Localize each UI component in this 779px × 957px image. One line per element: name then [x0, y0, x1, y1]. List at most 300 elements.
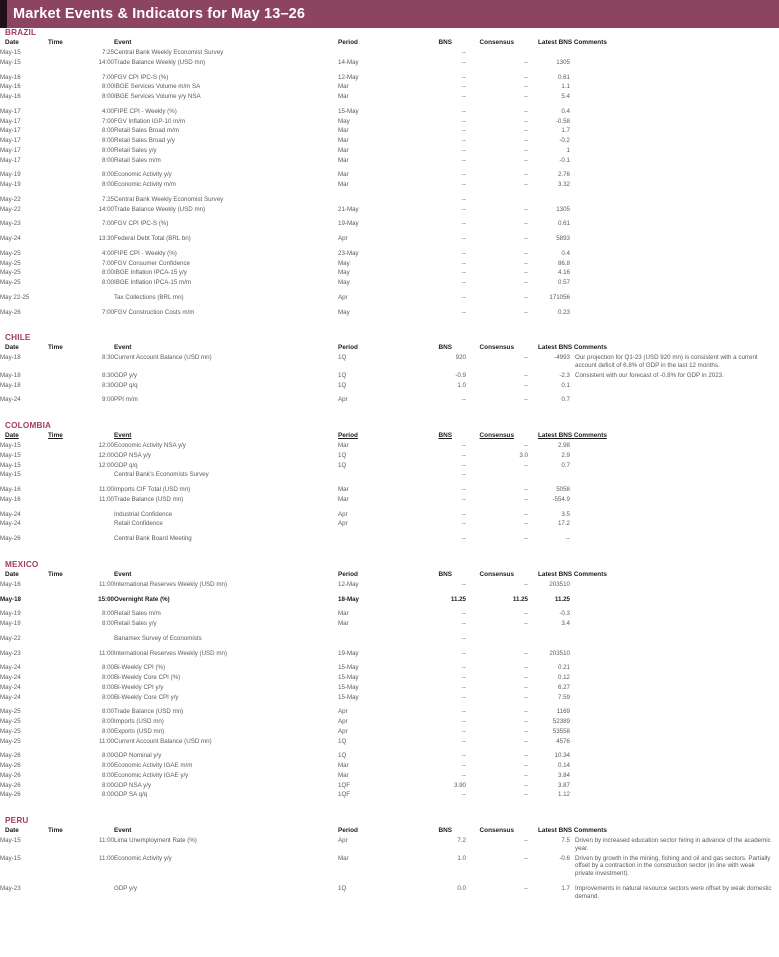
cell-date: May-22 — [0, 634, 21, 642]
latest-comment-wrap — [528, 260, 779, 268]
cell-latest-comment — [528, 146, 779, 156]
cell-latest-comment — [528, 751, 779, 761]
cell-date: May-17 — [0, 127, 21, 135]
cell-latest-comment — [528, 234, 779, 244]
cell-date: May-23 — [0, 220, 21, 228]
latest-value: 0.12 — [557, 674, 570, 681]
cell-bns: -- — [461, 495, 466, 503]
latest-comment-wrap — [528, 181, 779, 189]
cell-date: May-17 — [0, 156, 21, 164]
table-row[interactable] — [0, 534, 779, 544]
cell-latest-comment — [528, 381, 779, 391]
table-row[interactable] — [0, 634, 779, 644]
latest-comment-wrap — [528, 309, 779, 317]
cell-consensus: -- — [523, 486, 528, 493]
table-row[interactable] — [0, 146, 779, 156]
cell-time: 8:00 — [101, 693, 114, 701]
cell-period: 1Q — [338, 737, 347, 745]
cell-event: IBGE Services Volume m/m SA — [114, 83, 201, 91]
cell-period: May — [338, 269, 350, 277]
column-header-bns: BNS — [438, 570, 452, 578]
table-row[interactable] — [0, 353, 779, 371]
cell-consensus: -- — [523, 649, 528, 657]
table-row[interactable] — [0, 836, 779, 854]
latest-value: -- — [565, 535, 570, 542]
cell-period: 1QF — [338, 781, 351, 789]
table-row[interactable] — [0, 693, 779, 703]
table-row[interactable] — [0, 673, 779, 683]
column-header-time: Time — [48, 570, 63, 578]
cell-date: May-22 — [0, 195, 21, 203]
table-row[interactable] — [0, 727, 779, 737]
latest-value: 17.2 — [557, 520, 570, 528]
latest-value: 5.4 — [561, 93, 570, 100]
cell-date: May-24 — [0, 664, 21, 672]
latest-comment-wrap — [528, 294, 779, 302]
cell-date: May-25 — [0, 737, 21, 745]
cell-time: 12:00 — [98, 442, 114, 449]
latest-value: 0.61 — [557, 220, 570, 228]
latest-comment-wrap — [528, 694, 779, 702]
cell-event: Tax Collections (BRL mn) — [114, 293, 184, 301]
cell-event: Trade Balance Weekly (USD mn) — [114, 205, 206, 213]
table-row[interactable] — [0, 790, 779, 800]
table-row[interactable] — [0, 234, 779, 244]
cell-event: Bi-Weekly Core CPI (%) — [114, 674, 181, 681]
cell-latest-comment — [528, 781, 779, 791]
cell-date: May-22 — [0, 205, 21, 213]
cell-latest-comment — [528, 259, 779, 269]
cell-date: May-26 — [0, 791, 21, 799]
cell-bns: 0.0 — [457, 884, 466, 892]
table-row[interactable] — [0, 649, 779, 659]
table-row[interactable] — [0, 519, 779, 529]
cell-consensus: -- — [523, 371, 528, 379]
cell-bns: -- — [461, 156, 466, 164]
latest-value: 7.59 — [557, 693, 570, 701]
cell-consensus: -- — [523, 752, 528, 760]
cell-event: FIPE CPI - Weekly (%) — [114, 107, 177, 115]
cell-time: 8:00 — [101, 279, 114, 286]
table-row[interactable] — [0, 259, 779, 269]
cell-latest-comment — [528, 441, 779, 451]
cell-time: 8:00 — [101, 791, 114, 799]
cell-date: May-25 — [0, 727, 21, 735]
cell-consensus: -- — [523, 205, 528, 213]
cell-time — [48, 634, 114, 644]
cell-bns: -- — [461, 674, 466, 681]
latest-value: -0.6 — [559, 854, 570, 862]
cell-latest-comment — [528, 619, 779, 629]
table-row[interactable] — [0, 395, 779, 405]
cell-period: Mar — [338, 620, 349, 627]
country-section — [0, 333, 779, 421]
cell-consensus: -- — [523, 495, 528, 503]
cell-bns: 920 — [455, 354, 466, 362]
cell-period: Mar — [338, 610, 349, 618]
latest-value: 1305 — [556, 58, 570, 66]
table-row[interactable] — [0, 180, 779, 190]
cell-date: May 22-25 — [0, 293, 30, 301]
cell-latest-comment — [528, 534, 779, 544]
cell-period: 1Q — [338, 752, 347, 760]
cell-consensus: -- — [523, 718, 528, 725]
cell-consensus: -- — [523, 674, 528, 681]
latest-comment-wrap — [528, 147, 779, 155]
latest-value: 3.32 — [557, 181, 570, 188]
cell-time: 8:00 — [101, 83, 114, 91]
cell-latest-comment — [528, 790, 779, 800]
column-header-bns: BNS — [438, 39, 452, 46]
column-header-time: Time — [48, 827, 63, 834]
cell-period: 15-May — [338, 693, 359, 701]
cell-consensus: -- — [523, 610, 528, 618]
cell-date: May-25 — [0, 269, 21, 277]
cell-date: May-23 — [0, 884, 21, 892]
table-row[interactable] — [0, 381, 779, 391]
cell-date: May-18 — [0, 595, 21, 603]
cell-date: May-24 — [0, 510, 21, 518]
cell-period: Mar — [338, 93, 349, 100]
cell-bns: -- — [461, 634, 466, 642]
latest-comment-wrap — [528, 452, 779, 460]
table-row[interactable] — [0, 308, 779, 318]
cell-consensus: -- — [523, 535, 528, 542]
cell-date: May-17 — [0, 107, 21, 115]
latest-comment-wrap — [528, 496, 779, 504]
cell-period: Mar — [338, 854, 349, 862]
cell-consensus: -- — [523, 181, 528, 188]
cell-consensus: -- — [523, 220, 528, 228]
latest-value: 1.7 — [561, 127, 570, 135]
table-row[interactable] — [0, 470, 779, 480]
latest-comment-wrap — [528, 93, 779, 101]
latest-value: 7.5 — [561, 837, 570, 844]
table-row[interactable] — [0, 117, 779, 127]
table-row[interactable] — [0, 485, 779, 495]
latest-comment-wrap — [528, 372, 779, 380]
cell-event: Banamex Survey of Economists — [114, 634, 202, 642]
cell-latest-comment — [528, 771, 779, 781]
cell-date: May-18 — [0, 354, 21, 362]
table-row[interactable] — [0, 751, 779, 761]
cell-consensus — [466, 634, 528, 644]
latest-value: 11.25 — [554, 595, 570, 603]
cell-latest-comment — [528, 58, 779, 68]
cell-event: Economic Activity IGAE y/y — [114, 771, 189, 779]
section-gap — [0, 317, 779, 333]
cell-time: 14:00 — [98, 58, 114, 66]
table-row[interactable] — [0, 293, 779, 303]
cell-bns: -- — [461, 520, 466, 528]
table-row[interactable] — [0, 278, 779, 288]
cell-period: 14-May — [338, 58, 359, 66]
cell-event: Economic Activity m/m — [114, 181, 176, 188]
latest-comment-wrap — [528, 782, 779, 790]
latest-comment-wrap — [528, 220, 779, 228]
table-row[interactable] — [0, 884, 779, 902]
cell-consensus: -- — [523, 269, 528, 277]
cell-bns: -- — [461, 580, 466, 588]
table-row[interactable] — [0, 771, 779, 781]
table-row[interactable] — [0, 761, 779, 771]
cell-latest-comment — [528, 73, 779, 83]
table-row[interactable] — [0, 170, 779, 180]
cell-bns: 1.0 — [457, 381, 466, 389]
cell-consensus: -- — [523, 737, 528, 745]
section-gap — [0, 405, 779, 421]
cell-latest-comment — [528, 126, 779, 136]
table-row[interactable] — [0, 663, 779, 673]
latest-comment-wrap — [528, 108, 779, 116]
cell-latest-comment — [528, 293, 779, 303]
column-header-date: Date — [5, 570, 19, 578]
table-row[interactable] — [0, 781, 779, 791]
latest-value: 203510 — [549, 649, 570, 657]
cell-bns: -- — [461, 93, 466, 100]
cell-bns: 11.25 — [450, 595, 466, 603]
cell-consensus: -- — [523, 396, 528, 404]
latest-value: -554.9 — [552, 495, 570, 503]
cell-time: 7:00 — [101, 308, 114, 316]
cell-event: IBGE Inflation IPCA-15 y/y — [114, 269, 187, 277]
table-row[interactable] — [0, 205, 779, 215]
cell-period: Mar — [338, 83, 349, 91]
cell-consensus: -- — [523, 791, 528, 799]
table-row[interactable] — [0, 136, 779, 146]
table-row[interactable] — [0, 73, 779, 83]
bns-comment-text: Driven by growth in the mining, fishing and oil and gas sectors. Partially offset by a contraction in the construction sector (in line with weak private investment). — [575, 854, 771, 877]
table-row[interactable] — [0, 451, 779, 461]
cell-consensus: -- — [523, 171, 528, 179]
latest-value: 4576 — [556, 737, 570, 745]
cell-bns: -- — [461, 664, 466, 672]
cell-event: GDP q/q — [114, 381, 138, 389]
cell-consensus: -- — [523, 381, 528, 389]
cell-time: 8:00 — [101, 171, 114, 179]
table-row[interactable] — [0, 48, 779, 58]
cell-bns: 7.2 — [457, 837, 466, 844]
cell-bns: -- — [461, 259, 466, 267]
cell-date: May-25 — [0, 708, 21, 716]
cell-bns: -- — [461, 752, 466, 760]
column-header-consensus: Consensus — [479, 570, 514, 578]
latest-value: 2.98 — [557, 442, 570, 449]
column-header-consensus: Consensus — [479, 432, 514, 439]
cell-period: Apr — [338, 293, 348, 301]
table-header-row — [0, 343, 779, 353]
latest-comment-wrap — [528, 250, 779, 258]
cell-date: May-23 — [0, 649, 21, 657]
cell-time: 11:00 — [98, 649, 114, 657]
country-section — [0, 421, 779, 560]
cell-date: May-15 — [0, 49, 21, 56]
cell-consensus: -- — [523, 308, 528, 316]
table-row[interactable] — [0, 58, 779, 68]
table-row[interactable] — [0, 609, 779, 619]
latest-comment-wrap — [528, 354, 779, 370]
cell-period — [338, 195, 408, 205]
latest-comment-wrap — [528, 664, 779, 672]
page-title: Market Events & Indicators for May 13–26 — [13, 6, 306, 22]
table-row[interactable] — [0, 82, 779, 92]
column-header-consensus: Consensus — [479, 39, 514, 46]
cell-time — [48, 884, 114, 902]
cell-period: Mar — [338, 762, 349, 769]
cell-latest-comment — [528, 180, 779, 190]
cell-bns: -- — [461, 49, 466, 56]
table-row[interactable] — [0, 461, 779, 471]
cell-event: Exports (USD mn) — [114, 727, 165, 735]
cell-date: May-24 — [0, 683, 21, 691]
cell-time — [48, 470, 114, 480]
table-row[interactable] — [0, 619, 779, 629]
column-header-consensus: Consensus — [479, 344, 514, 352]
table-row[interactable] — [0, 580, 779, 590]
events-table — [0, 38, 779, 317]
cell-period: 1Q — [338, 461, 347, 469]
latest-comment-wrap — [528, 206, 779, 214]
cell-period — [338, 470, 408, 480]
cell-time: 12:00 — [98, 451, 114, 459]
cell-time: 8:00 — [101, 708, 114, 716]
cell-latest-comment — [528, 663, 779, 673]
section-title-brazil: BRAZIL — [5, 28, 37, 37]
table-row[interactable] — [0, 92, 779, 102]
column-header-period: Period — [338, 344, 358, 352]
table-row[interactable] — [0, 510, 779, 520]
section-title-mexico: MEXICO — [5, 559, 39, 569]
latest-comment-wrap — [528, 650, 779, 658]
cell-period: 19-May — [338, 220, 359, 228]
table-row[interactable] — [0, 854, 779, 879]
cell-bns: -- — [461, 269, 466, 277]
cell-latest-comment — [528, 884, 779, 902]
cell-consensus: -- — [523, 442, 528, 449]
table-header-row — [0, 570, 779, 580]
cell-period: 1Q — [338, 381, 347, 389]
latest-value: 0.1 — [561, 381, 570, 389]
cell-bns: -- — [461, 181, 466, 188]
cell-time: 8:00 — [101, 146, 114, 154]
cell-time: 7:00 — [101, 117, 114, 125]
cell-latest-comment — [528, 107, 779, 117]
cell-event: Bi-Weekly CPI (%) — [114, 664, 166, 672]
latest-comment-wrap — [528, 718, 779, 726]
latest-value: 1.12 — [557, 791, 570, 799]
cell-bns: -- — [461, 117, 466, 125]
cell-latest-comment — [528, 268, 779, 278]
latest-comment-wrap — [528, 118, 779, 126]
cell-latest-comment — [528, 634, 779, 644]
cell-time — [48, 534, 114, 544]
cell-bns: -- — [461, 195, 466, 203]
latest-comment-wrap — [528, 382, 779, 390]
latest-value: 2.9 — [561, 451, 570, 459]
column-header-consensus: Consensus — [479, 827, 514, 834]
cell-date: May-18 — [0, 381, 21, 389]
column-header-bns: BNS — [438, 827, 452, 834]
latest-comment-wrap — [528, 772, 779, 780]
cell-period: Mar — [338, 486, 349, 493]
cell-event: Bi-Weekly Core CPI y/y — [114, 693, 179, 701]
cell-consensus: -- — [523, 884, 528, 892]
table-header-row — [0, 38, 779, 48]
table-row[interactable] — [0, 268, 779, 278]
cell-period: Apr — [338, 708, 348, 716]
cell-time: 8:00 — [101, 664, 114, 672]
cell-date: May-26 — [0, 771, 21, 779]
latest-value: 3.4 — [561, 620, 570, 627]
table-row[interactable] — [0, 195, 779, 205]
latest-comment-wrap — [528, 728, 779, 736]
table-row[interactable] — [0, 683, 779, 693]
table-row[interactable] — [0, 126, 779, 136]
latest-comment-wrap — [528, 74, 779, 82]
cell-period: Mar — [338, 127, 349, 135]
cell-event: Industrial Confidence — [114, 510, 173, 518]
table-row[interactable] — [0, 371, 779, 381]
table-row[interactable] — [0, 219, 779, 229]
latest-value: 53558 — [552, 727, 570, 735]
cell-consensus: -- — [523, 259, 528, 267]
cell-date: May-26 — [0, 781, 21, 789]
cell-period: May — [338, 308, 350, 316]
cell-date: May-16 — [0, 73, 21, 81]
latest-value: 1 — [566, 146, 570, 154]
cell-event: Retail Sales y/y — [114, 620, 157, 627]
table-row[interactable] — [0, 717, 779, 727]
latest-value: 0.7 — [561, 396, 570, 404]
table-row[interactable] — [0, 249, 779, 259]
cell-consensus: -- — [523, 727, 528, 735]
section-gap — [0, 901, 779, 917]
table-row[interactable] — [0, 156, 779, 166]
cell-time: 13:30 — [98, 235, 114, 242]
cell-latest-comment — [528, 395, 779, 405]
cell-consensus: -- — [523, 837, 528, 844]
table-row[interactable] — [0, 595, 779, 605]
cell-time — [48, 293, 114, 303]
table-row[interactable] — [0, 707, 779, 717]
latest-value: 0.4 — [561, 107, 570, 115]
cell-event: Central Bank's Economists Survey — [114, 471, 209, 479]
table-row[interactable] — [0, 737, 779, 747]
cell-consensus: -- — [523, 510, 528, 518]
cell-bns: -- — [461, 308, 466, 316]
cell-time: 8:00 — [101, 762, 114, 769]
cell-bns: -- — [461, 708, 466, 716]
cell-consensus: -- — [523, 854, 528, 862]
table-row[interactable] — [0, 441, 779, 451]
cell-event: GDP q/q — [114, 461, 138, 469]
cell-bns: -- — [461, 510, 466, 518]
section-title-chile: CHILE — [5, 333, 31, 343]
cell-date: May-17 — [0, 146, 21, 154]
cell-period: 12-May — [338, 580, 359, 588]
table-row[interactable] — [0, 495, 779, 505]
cell-event: Bi-Weekly CPI y/y — [114, 683, 164, 691]
cell-latest-comment — [528, 371, 779, 381]
cell-latest-comment — [528, 219, 779, 229]
cell-event: Retail Confidence — [114, 520, 163, 528]
cell-event: Trade Balance (USD mn) — [114, 708, 184, 716]
events-table — [0, 570, 779, 800]
cell-period: 1QF — [338, 791, 351, 799]
cell-event: Central Bank Board Meeting — [114, 535, 192, 542]
latest-value: -0.1 — [559, 156, 570, 164]
table-row[interactable] — [0, 107, 779, 117]
